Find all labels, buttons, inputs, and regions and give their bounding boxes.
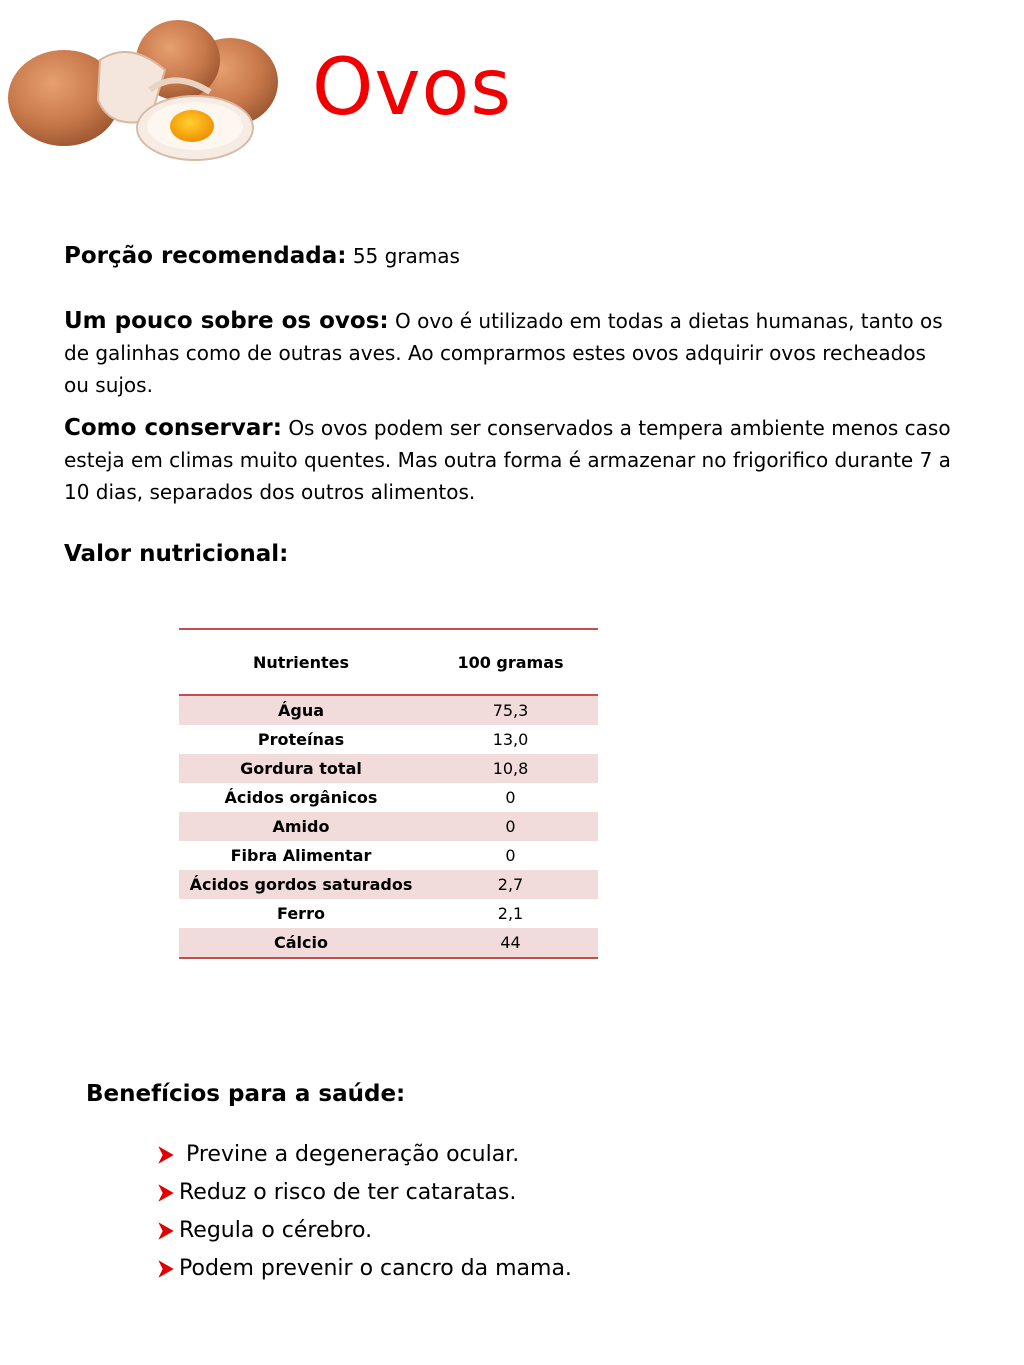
benefits-heading: Benefícios para a saúde: — [86, 1081, 406, 1107]
nutrient-name: Proteínas — [257, 730, 345, 749]
nutrient-value: 44 — [423, 928, 598, 958]
nutrient-value: 2,7 — [423, 870, 598, 899]
nutrient-name: Ácidos orgânicos — [224, 788, 378, 807]
nutrition-heading: Valor nutricional: — [64, 541, 289, 567]
portion-value: 55 gramas — [352, 244, 460, 268]
nutrition-table — [179, 628, 598, 959]
conserve-section — [64, 412, 954, 508]
arrow-bullet-icon — [155, 1182, 177, 1204]
about-text: O ovo é utilizado em todas a dietas humanas, tanto os de galinhas como de outras aves. Ao comprarmos estes ovos adquirir ovos recheados ou sujos. — [64, 309, 943, 397]
table-row — [179, 899, 598, 928]
eggs-icon — [0, 0, 290, 180]
nutrient-value: 13,0 — [492, 730, 529, 749]
about-label: Um pouco sobre os ovos: — [64, 308, 389, 334]
table-row — [179, 754, 598, 783]
list-item — [155, 1212, 572, 1250]
nutrient-value: 0 — [505, 846, 516, 865]
benefit-text: Previne a degeneração ocular. — [179, 1142, 520, 1167]
page-title: Ovos — [312, 43, 512, 133]
benefit-text: Regula o cérebro. — [179, 1218, 373, 1243]
benefits-list — [155, 1136, 572, 1288]
header-amount: 100 gramas — [423, 629, 598, 695]
table-row — [179, 841, 598, 870]
about-section — [64, 305, 954, 401]
table-row — [179, 812, 598, 841]
table-row — [179, 783, 598, 812]
benefit-text: Podem prevenir o cancro da mama. — [179, 1256, 572, 1281]
nutrient-name: Ferro — [277, 904, 325, 923]
table-header-row — [179, 629, 598, 695]
header-nutrients: Nutrientes — [179, 629, 423, 695]
nutrient-name: Cálcio — [179, 928, 423, 958]
nutrient-value: 2,1 — [497, 904, 524, 923]
nutrient-name: Água — [179, 695, 423, 725]
list-item — [155, 1136, 572, 1174]
benefit-text: Reduz o risco de ter cataratas. — [179, 1180, 517, 1205]
nutrient-name: Fibra Alimentar — [230, 846, 372, 865]
table-row — [179, 928, 598, 958]
list-item — [155, 1174, 572, 1212]
conserve-text: Os ovos podem ser conservados a tempera ambiente menos caso esteja em climas muito quentes. Mas outra forma é armazenar no frigorifico durante 7 a 10 dias, separados dos outros alimentos. — [64, 416, 951, 504]
nutrient-value: 0 — [505, 788, 516, 807]
portion-section — [64, 240, 954, 272]
table-row — [179, 725, 598, 754]
list-item — [155, 1250, 572, 1288]
conserve-label: Como conservar: — [64, 415, 282, 441]
nutrient-name: Ácidos gordos saturados — [179, 870, 423, 899]
arrow-bullet-icon — [155, 1144, 177, 1166]
nutrient-value: 0 — [423, 812, 598, 841]
table-row — [179, 695, 598, 725]
nutrient-value: 10,8 — [423, 754, 598, 783]
arrow-bullet-icon — [155, 1258, 177, 1280]
portion-label: Porção recomendada: — [64, 243, 347, 269]
nutrient-value: 75,3 — [423, 695, 598, 725]
arrow-bullet-icon — [155, 1220, 177, 1242]
nutrient-name: Gordura total — [179, 754, 423, 783]
table-row — [179, 870, 598, 899]
nutrient-name: Amido — [179, 812, 423, 841]
